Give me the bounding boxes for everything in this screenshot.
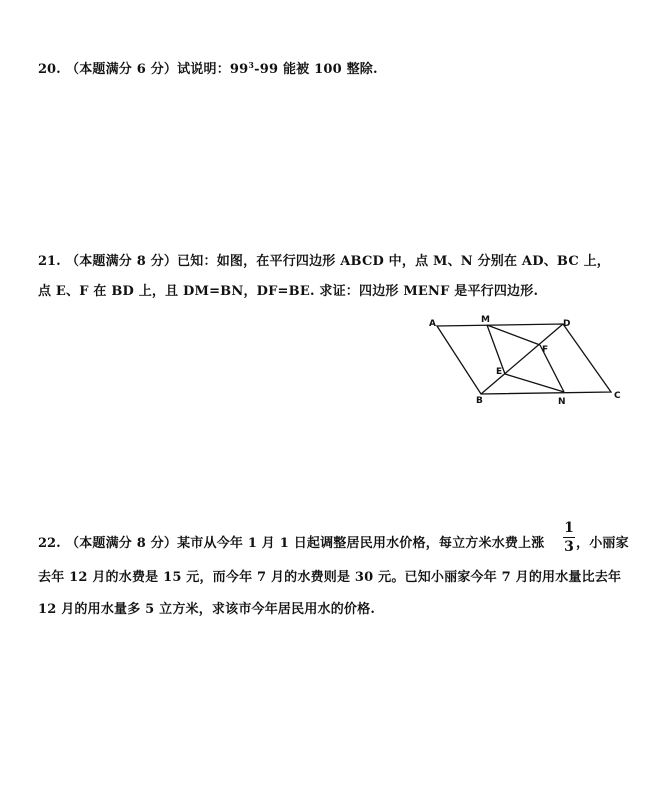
question-text xyxy=(66,62,378,78)
figure-lines xyxy=(437,324,611,394)
question-number: 21. xyxy=(38,254,61,269)
segment-en xyxy=(505,374,564,392)
question-number: 20. xyxy=(38,62,61,77)
question-text-line-1-after: ，小丽家 xyxy=(576,536,629,551)
fraction-denominator: 3 xyxy=(564,539,574,555)
question-text-part: -99 能被 100 整除. xyxy=(254,62,378,77)
question-number: 22. xyxy=(38,536,61,551)
fraction-bar xyxy=(563,537,575,538)
question-text-line-2: 点 E、F 在 BD 上，且 DM=BN，DF=BE. 求证：四边形 MENF 是平行四边形. xyxy=(38,284,539,299)
label-d: D xyxy=(563,319,571,329)
fraction-one-third xyxy=(563,520,575,555)
label-e: E xyxy=(496,367,503,377)
fraction-numerator: 1 xyxy=(564,520,574,536)
label-m: M xyxy=(481,315,490,325)
question-text-line-1: （本题满分 8 分）已知：如图，在平行四边形 ABCD 中，点 M、N 分别在 AD、BC 上， xyxy=(66,254,610,269)
parallelogram-figure xyxy=(425,312,625,412)
question-text-line-1-before: （本题满分 8 分）某市从今年 1 月 1 日起调整居民用水价格，每立方米水费上涨 xyxy=(66,536,545,551)
question-text-line-2: 去年 12 月的水费是 15 元，而今年 7 月的水费则是 30 元。已知小丽家今年 7 月的用水量比去年 xyxy=(38,570,622,585)
label-n: N xyxy=(558,397,566,407)
label-b: B xyxy=(476,396,483,406)
diagonal-bd xyxy=(481,324,563,394)
question-text-part: （本题满分 6 分）试说明：99 xyxy=(66,62,249,77)
exponent: 3 xyxy=(248,60,255,70)
question-text-line-3: 12 月的用水量多 5 立方米，求该市今年居民用水的价格. xyxy=(38,602,376,617)
label-a: A xyxy=(429,319,436,329)
label-f: F xyxy=(542,345,549,355)
segment-fm xyxy=(487,325,540,345)
label-c: C xyxy=(614,391,621,401)
parallelogram-abcd xyxy=(437,324,611,394)
